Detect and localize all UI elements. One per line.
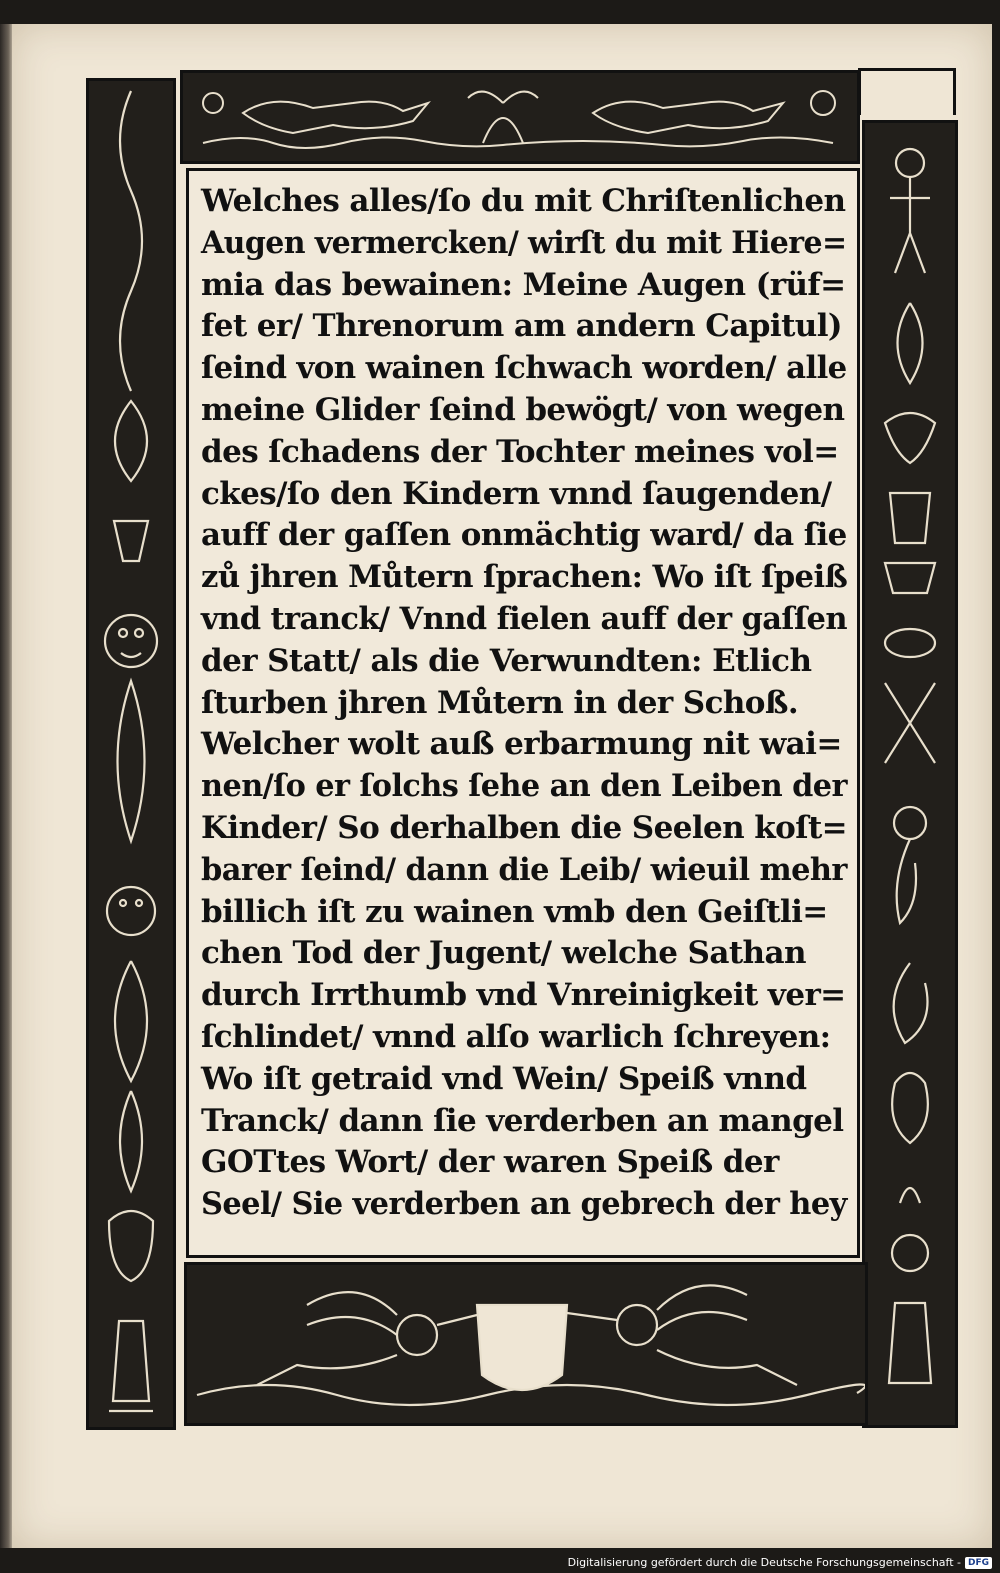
text-line: vnd tranck/ Vnnd fielen auff der gaſſen: [201, 600, 847, 637]
text-line: Kinder/ So derhalben die Seelen koſt=: [201, 809, 848, 846]
text-line: des ſchadens der Tochter meines vol=: [201, 433, 839, 470]
text-line: mia das bewainen: Meine Augen (rüf=: [201, 266, 846, 303]
right-border-woodcut: [862, 120, 958, 1428]
credit-text: Digitalisierung gefördert durch die Deutsche Forschungsgemeinschaft -: [567, 1556, 961, 1569]
dfg-logo: DFG: [965, 1557, 992, 1569]
text-line: ckes/ſo den Kindern vnnd ſaugenden/: [201, 475, 832, 512]
text-line: barer ſeind/ dann die Leib/ wieuil mehr: [201, 851, 847, 888]
text-line: ſeind von wainen ſchwach worden/ alle: [201, 350, 847, 387]
text-line: fet er/ Threnorum am andern Capitul): [201, 308, 842, 345]
text-block: [186, 168, 860, 1258]
text-line: meine Glider ſeind bewögt/ von wegen: [201, 391, 845, 428]
top-woodcut-hounds: [180, 70, 860, 164]
text-line: ſturben jhren Můtern in der Schoß.: [201, 684, 799, 721]
text-line: Augen vermercken/ wirſt du mit Hiere=: [201, 224, 847, 261]
digitization-credit: [568, 1556, 992, 1569]
text-line: der Statt/ als die Verwundten: Etlich: [201, 642, 812, 679]
bottom-woodcut-cherubs: [184, 1262, 868, 1426]
text-line: zů jhren Můtern ſprachen: Wo iſt ſpeiß: [201, 559, 848, 596]
text-line: Tranck/ dann ſie verderben an mangel: [201, 1102, 844, 1139]
text-line: Welcher wolt auß erbarmung nit wai=: [201, 726, 842, 763]
text-line: durch Irrthumb vnd Vnreinigkeit ver=: [201, 977, 846, 1014]
text-line: billich iſt zu wainen vmb den Geiſtli=: [201, 893, 828, 930]
text-line: Wo iſt getraid vnd Wein/ Speiß vnnd: [201, 1060, 807, 1097]
text-line: nen/ſo er ſolchs ſehe an den Leiben der: [201, 768, 847, 805]
text-line: GOTtes Wort/ der waren Speiß der: [201, 1144, 779, 1181]
left-border-woodcut: [86, 78, 176, 1430]
top-right-strip: [858, 68, 956, 115]
text-line: auff der gaſſen onmächtig ward/ da ſie: [201, 517, 847, 554]
text-line: ſchlindet/ vnnd alſo warlich ſchreyen:: [201, 1018, 831, 1055]
text-line: Welches alles/ſo du mit Chriſtenlichen: [201, 183, 846, 219]
text-line: Seel/ Sie verderben an gebrech der hey: [201, 1186, 847, 1223]
text-line: chen Tod der Jugent/ welche Sathan: [201, 935, 806, 972]
